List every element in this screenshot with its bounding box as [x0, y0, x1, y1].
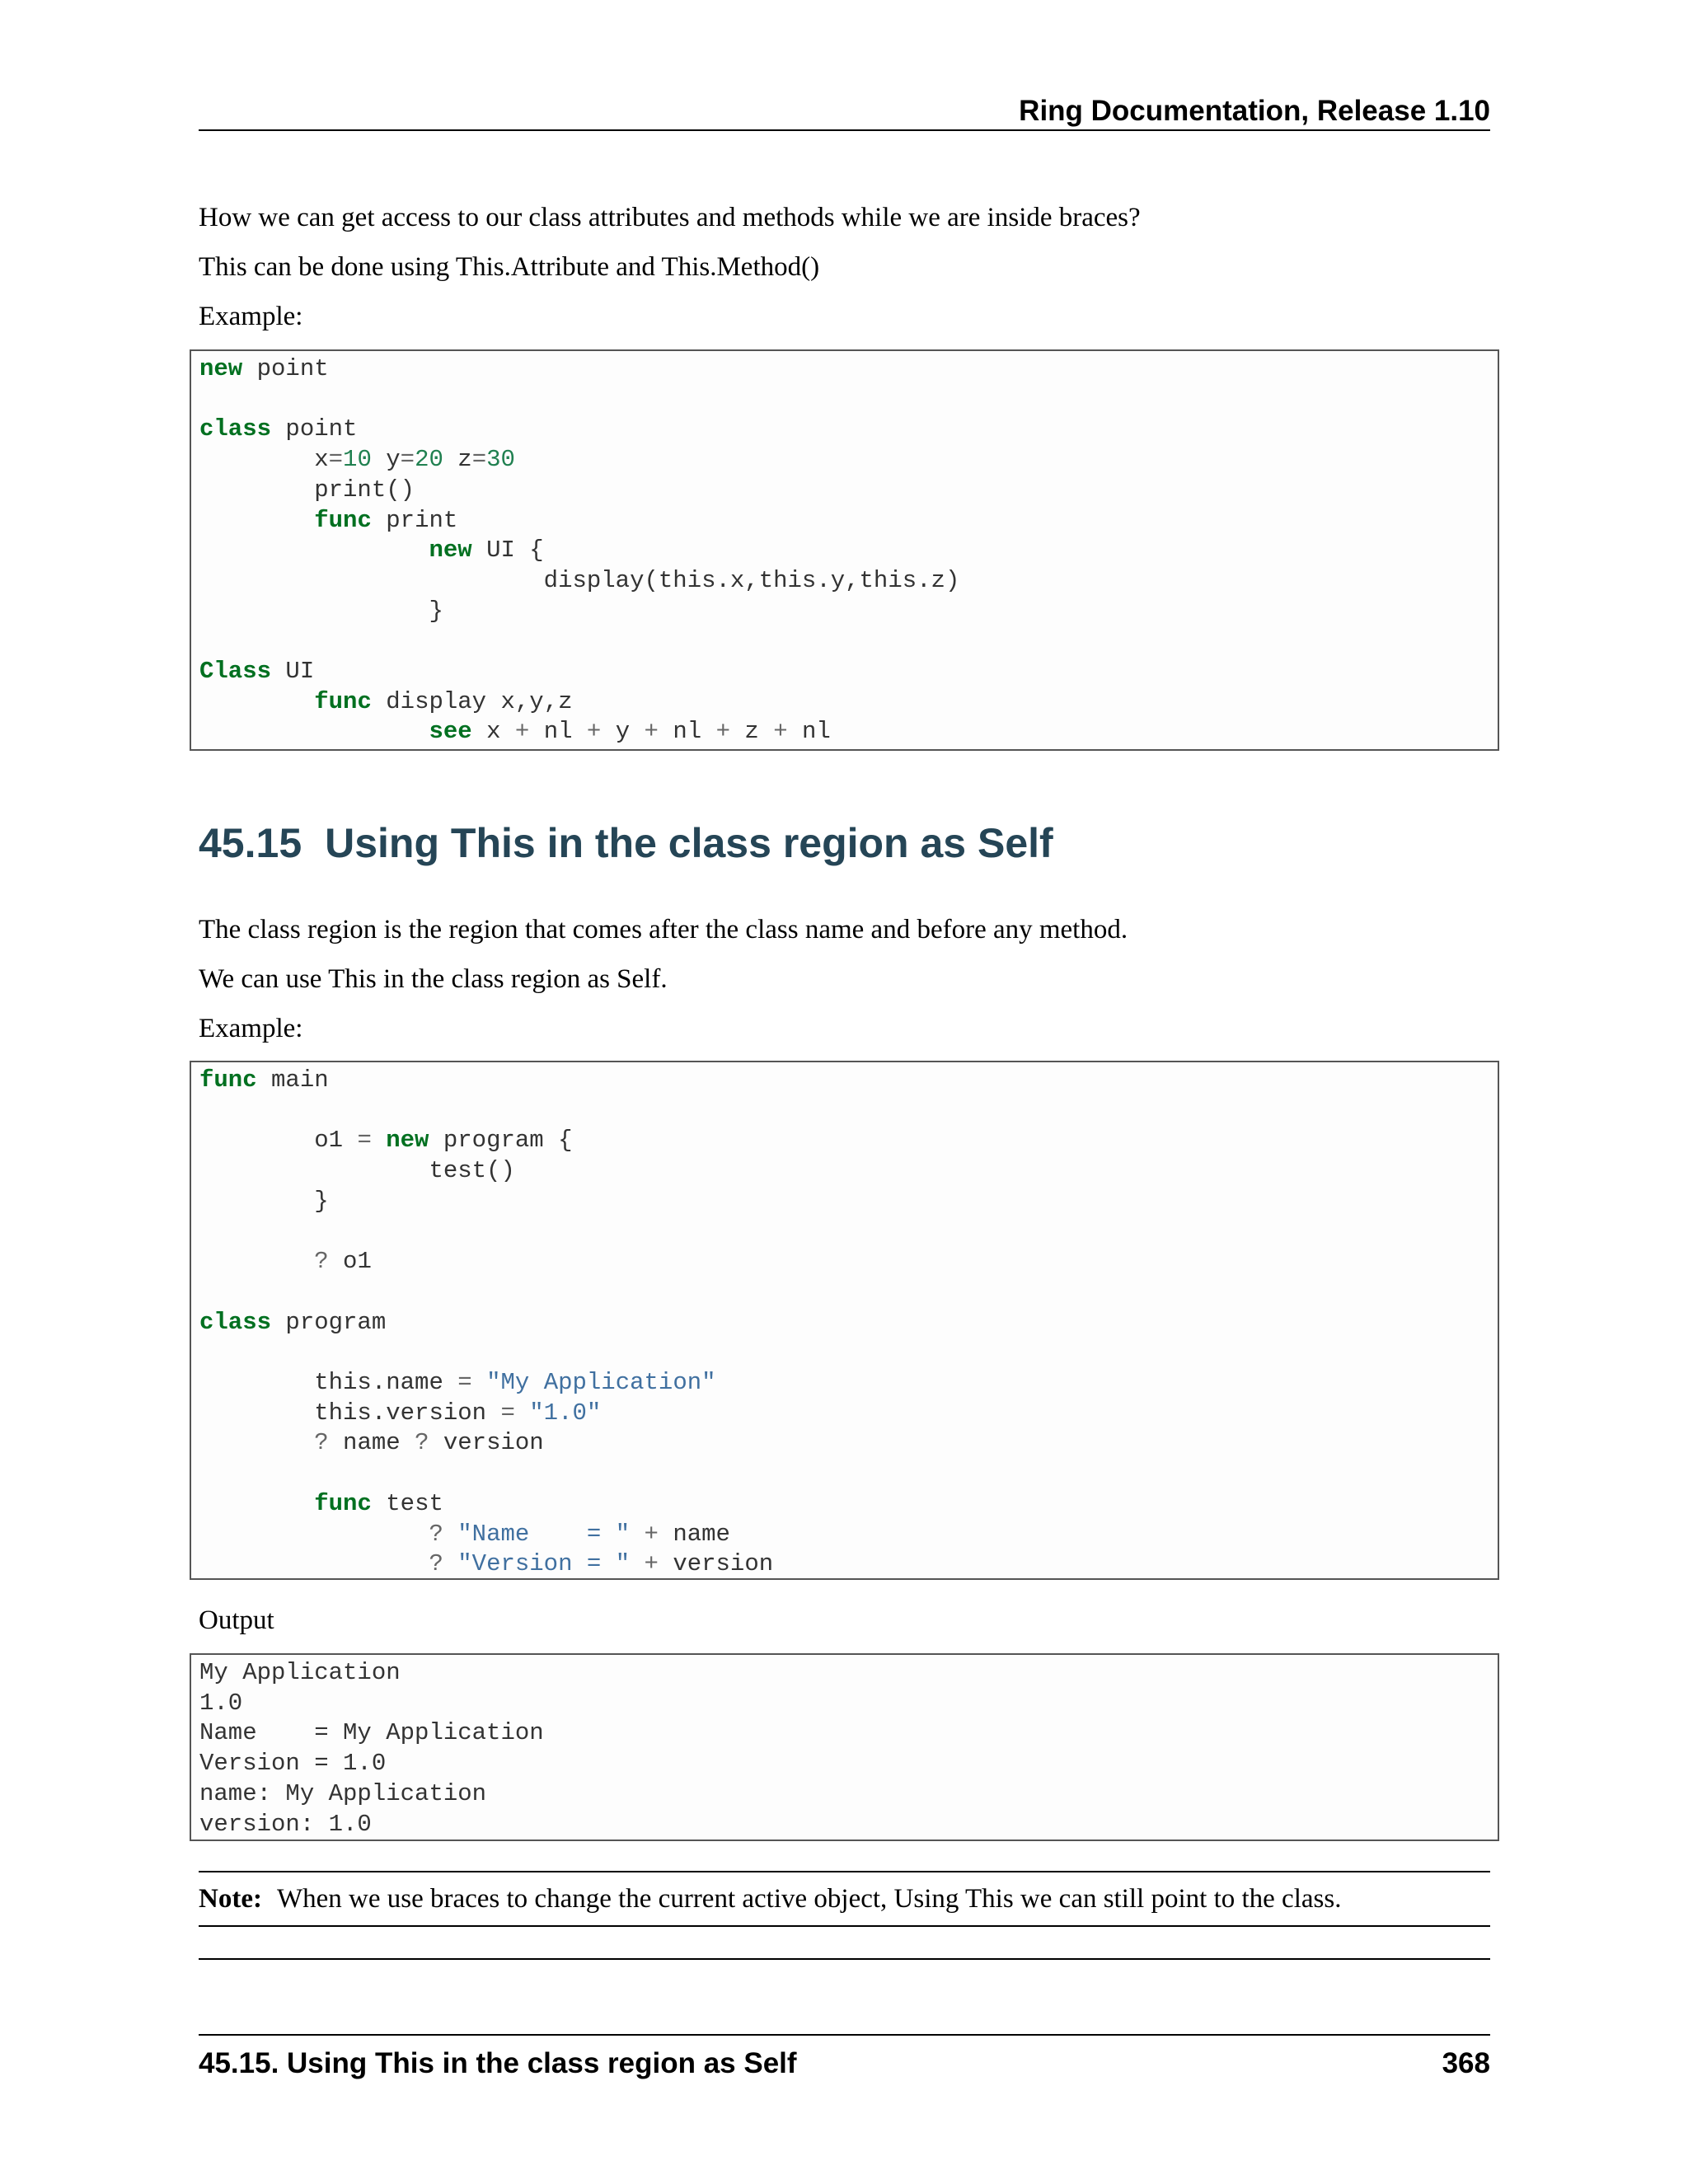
note-label: Note:	[199, 1884, 262, 1914]
code-token: name: My Application	[199, 1779, 487, 1807]
code-token: ?	[429, 1520, 443, 1548]
code-token: main	[256, 1066, 329, 1094]
code-line	[199, 688, 573, 715]
code-token: =	[400, 446, 415, 474]
code-token: }	[199, 1187, 329, 1215]
code-token: ?	[314, 1248, 329, 1276]
code-line	[199, 1550, 773, 1577]
code-token	[199, 1521, 429, 1548]
code-line	[199, 1309, 386, 1336]
note-text: When we use braces to change the current active object, Using This we can still point to the class.	[276, 1884, 1342, 1914]
section-paragraph-2: We can use This in the class region as Self.	[199, 964, 668, 994]
code-token: point	[242, 355, 329, 382]
code-token: func	[314, 506, 372, 534]
code-block-program	[190, 1061, 1499, 1580]
code-token	[199, 1490, 314, 1517]
code-token: 10	[343, 446, 372, 474]
code-line	[199, 507, 457, 534]
code-line	[199, 415, 357, 443]
code-token: class	[199, 415, 272, 443]
code-token	[199, 507, 314, 534]
code-token: nl	[658, 718, 716, 746]
code-token: class	[199, 1308, 272, 1336]
divider	[199, 1958, 1490, 1960]
code-token: Name = My Application	[199, 1719, 544, 1747]
section-heading	[199, 818, 1053, 868]
code-line	[199, 1521, 730, 1548]
code-token: name	[658, 1520, 730, 1548]
code-token: func	[199, 1066, 257, 1094]
code-token: UI	[271, 658, 315, 686]
code-token: =	[328, 446, 344, 474]
code-token: =	[500, 1399, 515, 1427]
output-listing	[199, 1658, 1498, 1840]
intro-paragraph: How we can get access to our class attributes and methods while we are inside braces?	[199, 203, 1141, 232]
code-token	[199, 537, 429, 564]
code-token: ?	[429, 1550, 443, 1578]
code-line	[199, 1188, 329, 1215]
code-token: print()	[199, 476, 415, 504]
intro-paragraph-2: This can be done using This.Attribute and This.Method()	[199, 252, 820, 282]
code-token: +	[715, 718, 730, 746]
code-token: =	[357, 1127, 372, 1155]
code-block-point	[190, 349, 1499, 751]
code-line	[199, 1719, 544, 1746]
section-paragraph: The class region is the region that comes after the class name and before any method.	[199, 915, 1128, 944]
note-admonition	[199, 1871, 1490, 1927]
code-token: display(this.x,this.y,this.z)	[199, 566, 960, 594]
code-line	[199, 1399, 601, 1427]
code-token: new	[386, 1127, 429, 1155]
code-token: ?	[415, 1429, 429, 1457]
code-token	[199, 1429, 314, 1456]
code-token: 30	[486, 446, 515, 474]
code-token: +	[644, 718, 659, 746]
code-line	[199, 567, 959, 594]
output-block	[190, 1653, 1499, 1841]
code-listing	[199, 354, 1498, 748]
code-line	[199, 1811, 372, 1838]
code-token: x	[471, 718, 515, 746]
code-token: this.name	[199, 1369, 458, 1397]
example-label: Example:	[199, 1014, 303, 1043]
code-token: nl	[787, 718, 831, 746]
code-line	[199, 1750, 386, 1777]
code-token: this.version	[199, 1399, 501, 1427]
code-line	[199, 355, 329, 382]
code-token	[199, 688, 314, 715]
code-token: program	[271, 1308, 387, 1336]
section-title-text: Using This in the class region as Self	[325, 820, 1053, 866]
page-number: 368	[1442, 2047, 1490, 2079]
code-line	[199, 1127, 573, 1154]
code-token: o1	[328, 1248, 372, 1276]
code-token	[443, 1521, 457, 1548]
code-line	[199, 718, 831, 745]
code-token: 1.0	[199, 1689, 243, 1717]
code-token	[199, 1550, 429, 1577]
code-token	[630, 1550, 644, 1577]
code-token: print	[371, 506, 458, 534]
code-token: y	[371, 446, 401, 474]
running-header: Ring Documentation, Release 1.10	[199, 91, 1490, 131]
code-token: Version = 1.0	[199, 1750, 387, 1778]
code-token: +	[644, 1520, 659, 1548]
code-token: y	[601, 718, 645, 746]
code-token: point	[271, 415, 358, 443]
code-line	[199, 1690, 242, 1717]
code-line	[199, 598, 443, 625]
code-token	[199, 718, 429, 745]
code-line	[199, 446, 515, 473]
running-footer	[199, 2034, 1490, 2088]
code-line	[199, 658, 314, 685]
code-token: version: 1.0	[199, 1810, 372, 1838]
code-token: }	[199, 597, 443, 625]
code-token: My Application	[199, 1659, 401, 1686]
code-token: test	[371, 1489, 443, 1517]
code-token	[515, 1399, 529, 1427]
code-line	[199, 1659, 401, 1686]
section-number: 45.15	[199, 820, 302, 866]
code-token: o1	[199, 1127, 358, 1155]
code-token: version	[658, 1550, 774, 1578]
code-token: =	[457, 1369, 472, 1397]
code-token: Class	[199, 658, 272, 686]
code-token: "Version = "	[457, 1550, 631, 1578]
code-token: +	[773, 718, 788, 746]
code-token: new	[199, 355, 243, 382]
code-line	[199, 1780, 486, 1807]
code-token: see	[429, 718, 472, 746]
code-token: "1.0"	[529, 1399, 602, 1427]
code-token: z	[443, 446, 472, 474]
code-token: "Name = "	[457, 1520, 631, 1548]
code-token: func	[314, 1489, 372, 1517]
code-token: test()	[199, 1157, 515, 1185]
example-label: Example:	[199, 302, 303, 331]
code-line	[199, 1429, 544, 1456]
code-token: =	[471, 446, 487, 474]
code-token: display x,y,z	[371, 687, 573, 715]
code-listing	[199, 1066, 1498, 1580]
code-line	[199, 1369, 716, 1396]
code-token: +	[514, 718, 530, 746]
code-token: x	[199, 446, 329, 474]
output-label: Output	[199, 1605, 274, 1635]
code-token: "My Application"	[486, 1369, 716, 1397]
code-token: name	[328, 1429, 415, 1457]
code-token	[472, 1369, 486, 1396]
code-line	[199, 1490, 443, 1517]
code-token: func	[314, 687, 372, 715]
code-line	[199, 1066, 329, 1094]
code-token: UI {	[471, 537, 544, 565]
code-token: nl	[529, 718, 587, 746]
code-line	[199, 537, 544, 564]
code-token	[443, 1550, 457, 1577]
footer-section-title: 45.15. Using This in the class region as Self	[199, 2047, 797, 2079]
code-line	[199, 476, 415, 504]
code-line	[199, 1157, 515, 1184]
code-token	[630, 1521, 644, 1548]
code-token: version	[429, 1429, 544, 1457]
code-token: program {	[429, 1127, 573, 1155]
code-token: new	[429, 537, 472, 565]
code-token: +	[644, 1550, 659, 1578]
code-token: z	[729, 718, 774, 746]
code-token: +	[586, 718, 602, 746]
code-token	[372, 1127, 386, 1154]
code-token	[199, 1248, 314, 1275]
code-token: ?	[314, 1429, 329, 1457]
code-token: 20	[415, 446, 443, 474]
code-line	[199, 1248, 372, 1275]
